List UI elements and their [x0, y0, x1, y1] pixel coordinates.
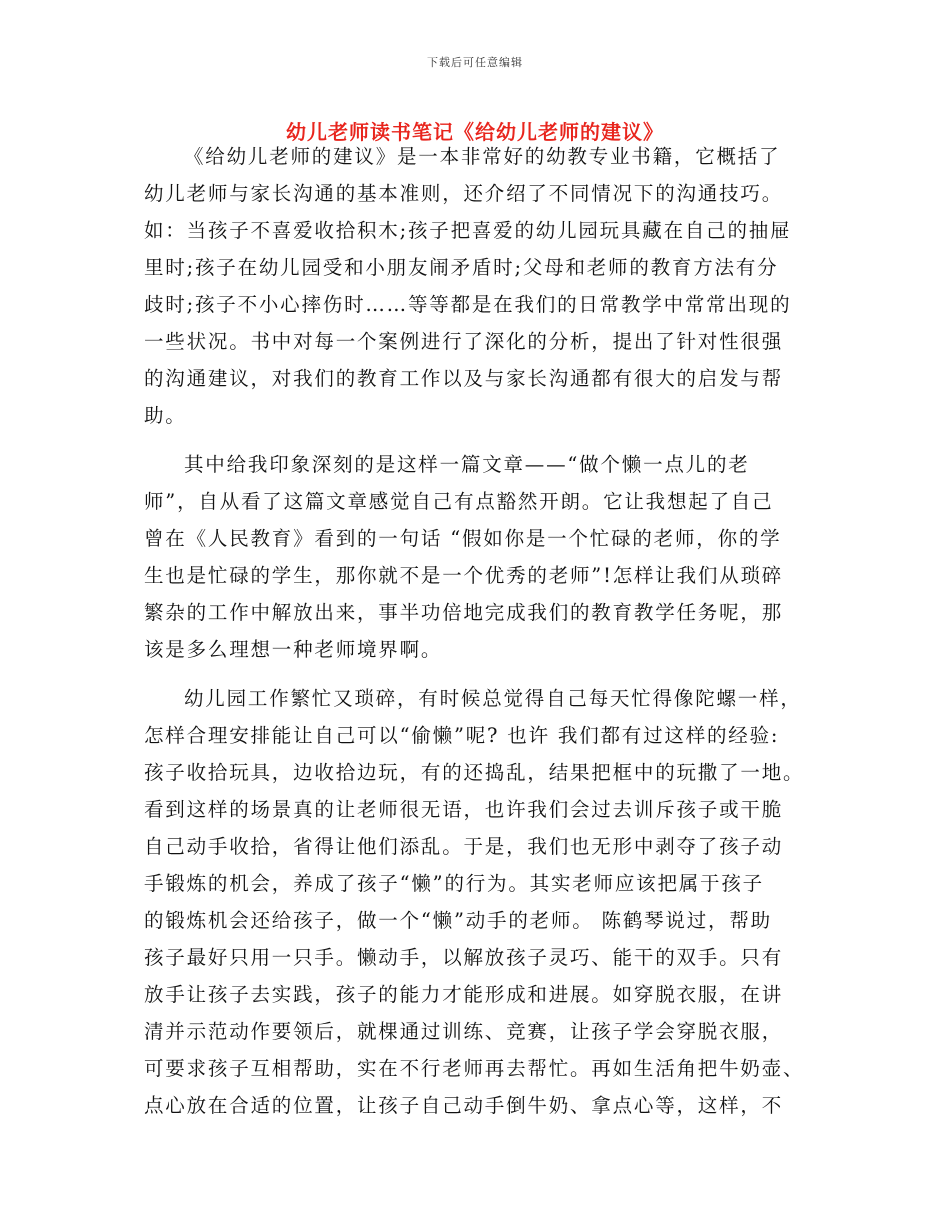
text-line: 看到这样的场景真的让老师很无语，也许我们会过去训斥孩子或干脆: [144, 798, 784, 821]
text-line: 曾在《人民教育》看到的一句话 “假如你是一个忙碌的老师，你的学: [144, 527, 782, 550]
text-line: 《给幼儿老师的建议》是一本非常好的幼教专业书籍，它概括了: [184, 145, 781, 168]
document-title: 幼儿老师读书笔记《给幼儿老师的建议》: [286, 120, 664, 144]
paragraph-gap: [144, 668, 814, 680]
text-line: 如：当孩子不喜爱收拾积木;孩子把喜爱的幼儿园玩具藏在自己的抽屉: [144, 219, 792, 242]
text-line: 其中给我印象深刻的是这样一篇文章——“做个懒一点儿的老: [184, 453, 750, 476]
header-note: 下载后可任意编辑: [427, 56, 523, 69]
text-line: 自己动手收拾，省得让他们添乱。于是，我们也无形中剥夺了孩子动: [144, 835, 784, 858]
text-line: 幼儿老师与家长沟通的基本准则，还介绍了不同情况下的沟通技巧。: [144, 182, 784, 205]
text-line: 点心放在合适的位置，让孩子自己动手倒牛奶、拿点心等，这样，不: [144, 1094, 784, 1117]
text-line: 一些状况。书中对每一个案例进行了深化的分析，提出了针对性很强: [144, 330, 784, 353]
text-line: 该是多么理想一种老师境界啊。: [144, 638, 443, 661]
text-line: 孩子最好只用一只手。懒动手，以解放孩子灵巧、能干的双手。只有: [144, 946, 784, 969]
paragraph-gap: [144, 434, 814, 446]
text-line: 可要求孩子互相帮助，实在不行老师再去帮忙。再如生活角把牛奶壶、: [144, 1057, 805, 1080]
text-line: 生也是忙碌的学生，那你就不是一个优秀的老师”!怎样让我们从琐碎: [144, 564, 784, 587]
text-line: 里时;孩子在幼儿园受和小朋友闹矛盾时;父母和老师的教育方法有分: [144, 256, 779, 279]
text-line: 的锻炼机会还给孩子，做一个“懒”动手的老师。 陈鹤琴说过，帮助: [144, 909, 772, 932]
text-line: 手锻炼的机会，养成了孩子“懒”的行为。其实老师应该把属于孩子: [144, 872, 764, 895]
text-line: 师”，自从看了这篇文章感觉自己有点豁然开朗。它让我想起了自己: [144, 490, 774, 513]
document-body: [144, 138, 814, 1124]
text-line: 歧时;孩子不小心摔伤时……等等都是在我们的日常教学中常常出现的: [144, 293, 792, 316]
text-line: 放手让孩子去实践，孩子的能力才能形成和进展。如穿脱衣服，在讲: [144, 983, 784, 1006]
text-line: 怎样合理安排能让自己可以“偷懒”呢? 也许 我们都有过这样的经验:: [144, 724, 780, 747]
text-line: 的沟通建议，对我们的教育工作以及与家长沟通都有很大的启发与帮: [144, 367, 784, 390]
text-line: 清并示范动作要领后，就棵通过训练、竞赛，让孩子学会穿脱衣服，: [144, 1020, 784, 1043]
text-line: 助。: [144, 404, 187, 427]
text-line: 孩子收拾玩具，边收拾边玩，有的还捣乱，结果把框中的玩撒了一地。: [144, 761, 805, 784]
text-line: 幼儿园工作繁忙又琐碎，有时候总觉得自己每天忙得像陀螺一样，: [184, 687, 802, 710]
text-line: 繁杂的工作中解放出来，事半功倍地完成我们的教育教学任务呢，那: [144, 601, 784, 624]
